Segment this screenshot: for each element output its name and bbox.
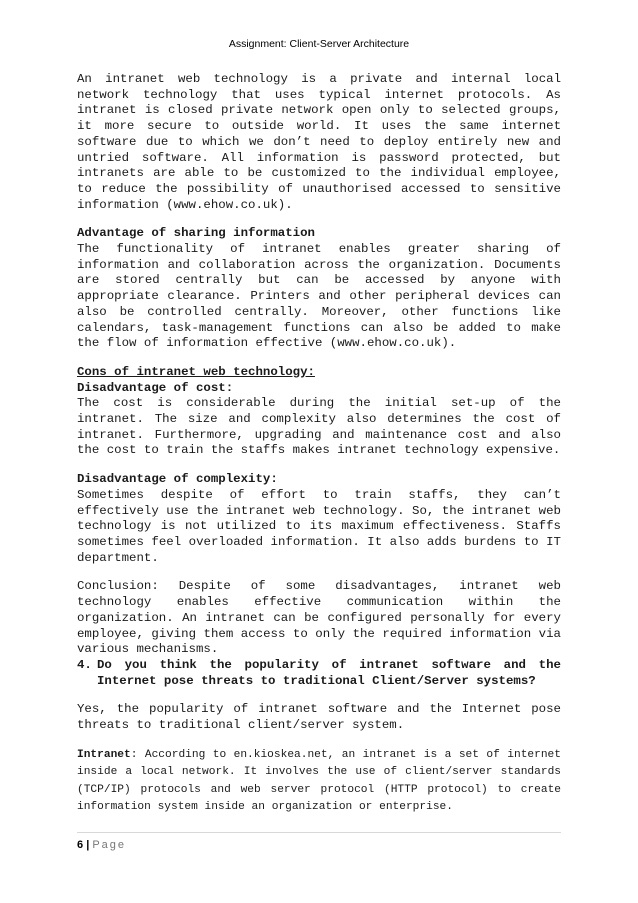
intro-paragraph: An intranet web technology is a private and internal local network technology that uses typical internet protocols. As intranet is closed private network open only to selected groups, it more secure to outside world. It uses the same internet software due to which we don’t need to deploy entirely new and untried software. All information is password protected, but intranets are able to be customized to the individual employee, to reduce the possibility of unauthorised accessed to sensitive information (www.ehow.co.uk). — [77, 72, 561, 212]
intranet-definition-text: : According to en.kioskea.net, an intranet is a set of internet inside a local network. It involves the use of client/server standards (TCP/IP) protocols and web server protocol (HTTP protocol) to create information system inside an organization or enterprise. — [77, 748, 561, 814]
page-content — [77, 72, 561, 817]
question-4 — [77, 658, 561, 689]
page-label: Page — [92, 839, 127, 851]
cost-heading: Disadvantage of cost: — [77, 380, 234, 395]
page-header: Assignment: Client-Server Architecture — [228, 38, 410, 50]
cons-heading: Cons of intranet web technology: — [77, 364, 315, 379]
question-text: Do you think the popularity of intranet software and the Internet pose threats to traditional Client/Server systems? — [97, 657, 561, 688]
page-number: 6 — [77, 839, 84, 851]
sharing-paragraph: The functionality of intranet enables greater sharing of information and collaboration across the organization. Documents are stored centrally but can be accessed by anyone with appropriate clearance. Printers and other peripheral devices can also be controlled centrally. Moreover, other functions like calendars, task-management functions can also be added to make the flow of information effective (www.ehow.co.uk). — [77, 242, 561, 351]
page-footer — [77, 839, 126, 851]
answer-paragraph: Yes, the popularity of intranet software and the Internet pose threats to traditional client/server system. — [77, 702, 561, 733]
sharing-heading: Advantage of sharing information — [77, 226, 315, 241]
intranet-label: Intranet — [77, 748, 131, 761]
conclusion-paragraph: Conclusion: Despite of some disadvantages, intranet web technology enables effective communication within the organization. An intranet can be configured personally for every employee, giving them access to only the required information via various mechanisms. — [77, 579, 561, 657]
complexity-heading: Disadvantage of complexity: — [77, 472, 278, 487]
question-number: 4. — [77, 657, 92, 672]
complexity-paragraph: Sometimes despite of effort to train staffs, they can’t effectively use the intranet web technology. So, the intranet web technology is not utilized to its maximum effectiveness. Staffs sometimes feel overloaded information. It also adds burdens to IT department. — [77, 487, 561, 565]
footer-divider — [77, 832, 561, 833]
cost-paragraph: The cost is considerable during the initial set-up of the intranet. The size and complexity also determines the cost of intranet. Furthermore, upgrading and maintenance cost and also the cost to train the staffs makes intranet technology expensive. — [77, 396, 561, 458]
footer-separator: | — [86, 839, 90, 851]
intranet-definition — [77, 747, 561, 817]
